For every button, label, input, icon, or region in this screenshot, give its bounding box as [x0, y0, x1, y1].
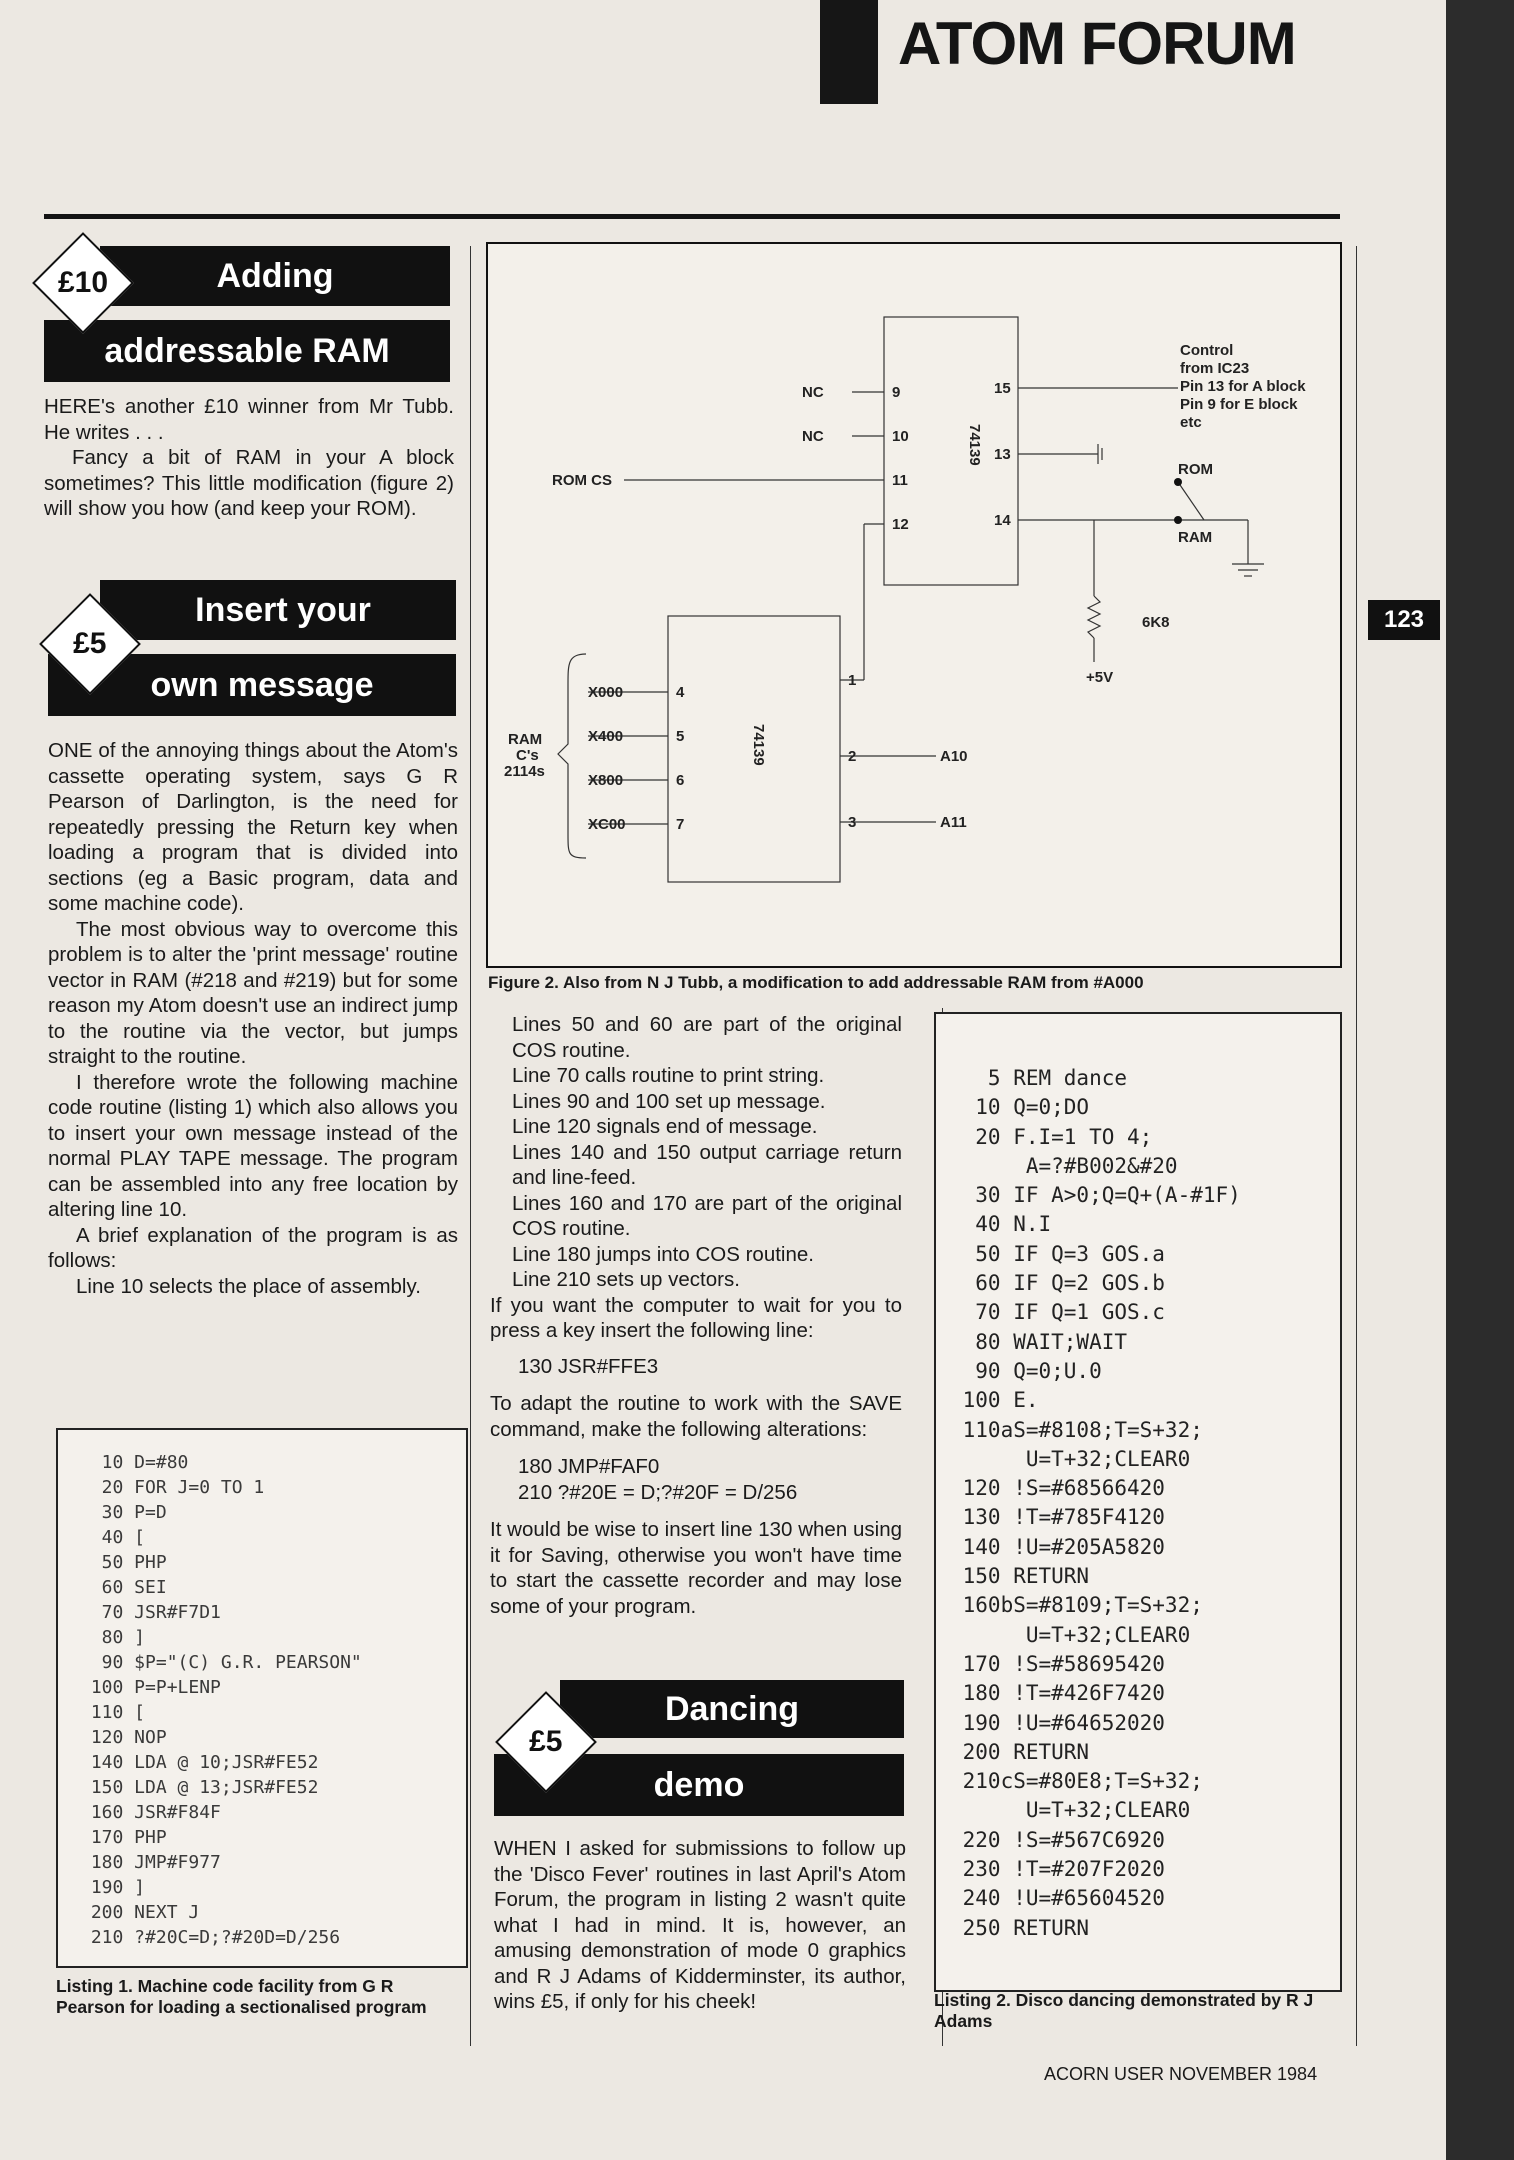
pin-label: 13 [994, 446, 1011, 463]
code-line: 90 $P="(C) G.R. PEARSON" [80, 1652, 362, 1673]
footer: ACORN USER NOVEMBER 1984 [1044, 2064, 1318, 2084]
code-line: 190 ] [80, 1877, 146, 1898]
prize-label: £5 [73, 627, 107, 660]
code-line: 190 !U=#64652020 [950, 1710, 1165, 1735]
pin-label: 15 [994, 380, 1011, 397]
code-line: 180 JMP#FAF0 [518, 1455, 660, 1478]
pin-label: 14 [994, 512, 1011, 529]
code-line: 5 REM dance [950, 1066, 1128, 1090]
article1-title-line2: addressable RAM [44, 320, 450, 382]
code-line: 100 P=P+LENP [80, 1677, 221, 1698]
control-label: Control [1180, 342, 1234, 359]
middle-column-text [490, 1012, 902, 1619]
address-line-label: A10 [940, 748, 968, 765]
listing1-code [58, 1430, 466, 1950]
code-line: 140 !U=#205A5820 [950, 1534, 1165, 1559]
article1-title-line1: Adding [100, 246, 450, 306]
article2-title-line1: Insert your [100, 580, 456, 640]
pin-label: 11 [892, 472, 908, 489]
paragraph: I therefore wrote the following machine code routine (listing 1) which also allows you to insert your own message instead of the normal PLAY TAPE message. The program can be assembled into any free location by altering line 10. [48, 1070, 458, 1221]
code-line: 170 PHP [80, 1827, 167, 1848]
address-label: X800 [588, 772, 624, 789]
label-nc: NC [802, 384, 824, 401]
code-line: 20 FOR J=0 TO 1 [80, 1477, 265, 1498]
listing1-caption: Listing 1. Machine code facility from G R Pearson for loading a sectionalised program [56, 1976, 427, 2017]
listing1-box [56, 1428, 468, 1968]
prize-badge [44, 598, 136, 690]
ram-cs-label: RAM [508, 731, 543, 748]
code-line: 150 RETURN [950, 1564, 1090, 1589]
paragraph: Line 10 selects the place of assembly. [76, 1274, 421, 1298]
explanation-line: Lines 140 and 150 output carriage return and line-feed. [512, 1140, 902, 1189]
label-ram: RAM [1178, 529, 1213, 546]
code-line: 160 JSR#F84F [80, 1802, 221, 1823]
code-line: 140 LDA @ 10;JSR#FE52 [80, 1752, 319, 1773]
pin-label: 6 [676, 772, 685, 789]
code-line: 130 JSR#FFE3 [518, 1354, 659, 1378]
paragraph: If you want the computer to wait for you to press a key insert the following line: [490, 1293, 902, 1342]
column-rule [470, 246, 471, 2046]
explanation-list [490, 1012, 902, 1293]
explanation-line: Line 70 calls routine to print string. [512, 1064, 825, 1087]
column-rule [1356, 246, 1357, 2046]
code-line: 130 !T=#785F4120 [950, 1505, 1165, 1530]
control-label: etc [1180, 414, 1202, 431]
paragraph: To adapt the routine to work with the SAVE command, make the following alterations: [490, 1392, 902, 1441]
pin-label: 10 [892, 428, 909, 445]
label-rom: ROM [1178, 461, 1213, 478]
code-line: 180 !T=#426F7420 [950, 1681, 1165, 1706]
code-line: 250 RETURN [950, 1915, 1090, 1940]
code-line: 10 D=#80 [80, 1452, 189, 1473]
code-line: 60 SEI [80, 1577, 167, 1598]
code-line: 90 Q=0;U.0 [950, 1358, 1102, 1383]
code-line: 180 JMP#F977 [80, 1852, 221, 1873]
code-line: A=?#B002&#20 [950, 1153, 1178, 1178]
code-line: 30 IF A>0;Q=Q+(A-#1F) [950, 1183, 1241, 1208]
paragraph: WHEN I asked for submissions to follow up the 'Disco Fever' routines in last April's Atom Forum, the program in listing 2 wasn't quite what I had in mind. It is, however, an amusing demonstration of mode 0 graphics and R J Adams of Kidderminster, its author, wins £5, if only for his cheek! [494, 1837, 906, 2013]
code-line: 60 IF Q=2 GOS.b [950, 1271, 1165, 1296]
chip-label: 74139 [966, 424, 983, 466]
header-bar [820, 0, 878, 104]
control-label: from IC23 [1180, 360, 1250, 377]
resistor-label: 6K8 [1142, 614, 1170, 631]
ram-cs-label: 2114s [504, 763, 545, 780]
code-line: 50 IF Q=3 GOS.a [950, 1241, 1165, 1266]
pin-label: 9 [892, 384, 901, 401]
prize-badge [500, 1696, 592, 1788]
prize-label: £10 [57, 266, 109, 299]
article3-body [494, 1836, 906, 2015]
label-nc: NC [802, 428, 824, 445]
code-line: 70 IF Q=1 GOS.c [950, 1300, 1165, 1325]
paragraph: It would be wise to insert line 130 when using it for Saving, otherwise you won't have time to start the cassette recorder and may lose some of your program. [490, 1518, 902, 1618]
supply-label: +5V [1086, 669, 1114, 686]
article2-body [48, 738, 458, 1299]
explanation-line: Line 210 sets up vectors. [512, 1268, 740, 1291]
pin-label: 3 [848, 814, 857, 831]
article3-title-line1: Dancing [560, 1680, 904, 1738]
ram-cs-label: C's [516, 747, 539, 764]
pin-label: 2 [848, 748, 857, 765]
code-line: 20 F.I=1 TO 4; [950, 1124, 1153, 1149]
explanation-line: Lines 90 and 100 set up message. [512, 1089, 826, 1113]
pin-label: 12 [892, 516, 909, 533]
code-line: 120 NOP [80, 1727, 167, 1748]
page-spine [1446, 0, 1514, 2160]
article3-title-line2: demo [494, 1754, 904, 1816]
pin-label: 1 [848, 672, 857, 689]
code-line: 110aS=#8108;T=S+32; [950, 1417, 1203, 1442]
code-line: 210 ?#20E = D;?#20F = D/256 [518, 1480, 798, 1504]
code-line: 40 [ [80, 1527, 146, 1548]
code-line: 160bS=#8109;T=S+32; [950, 1593, 1203, 1618]
code-line: 50 PHP [80, 1552, 167, 1573]
explanation-line: Line 120 signals end of message. [512, 1115, 818, 1138]
code-line: 200 RETURN [950, 1739, 1090, 1764]
pin-label: 4 [676, 684, 685, 701]
code-line: 110 [ [80, 1702, 146, 1723]
code-line: 210cS=#80E8;T=S+32; [950, 1769, 1203, 1794]
label-rom-cs: ROM CS [552, 472, 612, 489]
code-line: 240 !U=#65604520 [950, 1886, 1165, 1911]
address-label: X400 [588, 728, 624, 745]
code-line: 30 P=D [80, 1502, 167, 1523]
code-line: U=T+32;CLEAR0 [950, 1446, 1191, 1471]
code-line: 210 ?#20C=D;?#20D=D/256 [80, 1927, 341, 1948]
paragraph: Fancy a bit of RAM in your A block sometimes? This little modification (figure 2) will show you how (and keep your ROM). [44, 446, 454, 520]
circuit-diagram [488, 244, 1340, 966]
code-line: 170 !S=#58695420 [950, 1651, 1165, 1676]
listing2-caption: Listing 2. Disco dancing demonstrated by R J Adams [934, 1990, 1314, 2031]
pin-label: 5 [676, 728, 685, 745]
code-line: U=T+32;CLEAR0 [950, 1798, 1191, 1823]
figure2-box [486, 242, 1342, 968]
chip-label: 74139 [750, 724, 767, 766]
code-line: 220 !S=#567C6920 [950, 1827, 1165, 1852]
listing2-box [934, 1012, 1342, 1992]
address-label: XC00 [588, 816, 626, 833]
code-line: 70 JSR#F7D1 [80, 1602, 221, 1623]
header-rule [44, 214, 1340, 219]
code-line: 150 LDA @ 13;JSR#FE52 [80, 1777, 319, 1798]
prize-badge [42, 242, 124, 324]
code-line: 80 ] [80, 1627, 146, 1648]
explanation-line: Line 180 jumps into COS routine. [512, 1242, 814, 1266]
code-line: U=T+32;CLEAR0 [950, 1622, 1191, 1647]
address-line-label: A11 [940, 814, 967, 831]
code-line: 40 N.I [950, 1212, 1052, 1237]
paragraph: The most obvious way to overcome this problem is to alter the 'print message' routine vector in RAM (#218 and #219) but for some reason my Atom doesn't use an indirect jump to the routine via the vector, but jumps straight to the routine. [48, 917, 458, 1068]
control-label: Pin 13 for A block [1180, 378, 1306, 395]
explanation-line: Lines 160 and 170 are part of the original COS routine. [512, 1191, 902, 1240]
prize-label: £5 [529, 1725, 563, 1758]
paragraph: A brief explanation of the program is as follows: [48, 1223, 458, 1272]
page-number: 123 [1368, 600, 1440, 640]
code-line: 230 !T=#207F2020 [950, 1857, 1165, 1882]
address-label: X000 [588, 684, 624, 701]
paragraph: HERE's another £10 winner from Mr Tubb. He writes . . . [44, 395, 454, 444]
code-line: 10 Q=0;DO [950, 1095, 1090, 1120]
figure2-caption: Figure 2. Also from N J Tubb, a modification to add addressable RAM from #A000 [488, 973, 1144, 992]
paragraph: ONE of the annoying things about the Atom's cassette operating system, says G R Pearson of Darlington, is the need for repeatedly pressing the Return key when loading a program that is divided into sections (eg a Basic program, data and some machine code). [48, 739, 458, 915]
pin-label: 7 [676, 816, 685, 833]
listing2-code [936, 1014, 1340, 1943]
section-title: ATOM FORUM [898, 10, 1296, 77]
control-label: Pin 9 for E block [1180, 396, 1298, 413]
article1-body [44, 394, 454, 522]
article2-title-line2: own message [48, 654, 456, 716]
code-line: 200 NEXT J [80, 1902, 200, 1923]
code-line: 80 WAIT;WAIT [950, 1329, 1128, 1354]
explanation-line: Lines 50 and 60 are part of the original COS routine. [512, 1013, 902, 1062]
code-line: 100 E. [950, 1388, 1039, 1413]
code-line: 120 !S=#68566420 [950, 1476, 1165, 1501]
